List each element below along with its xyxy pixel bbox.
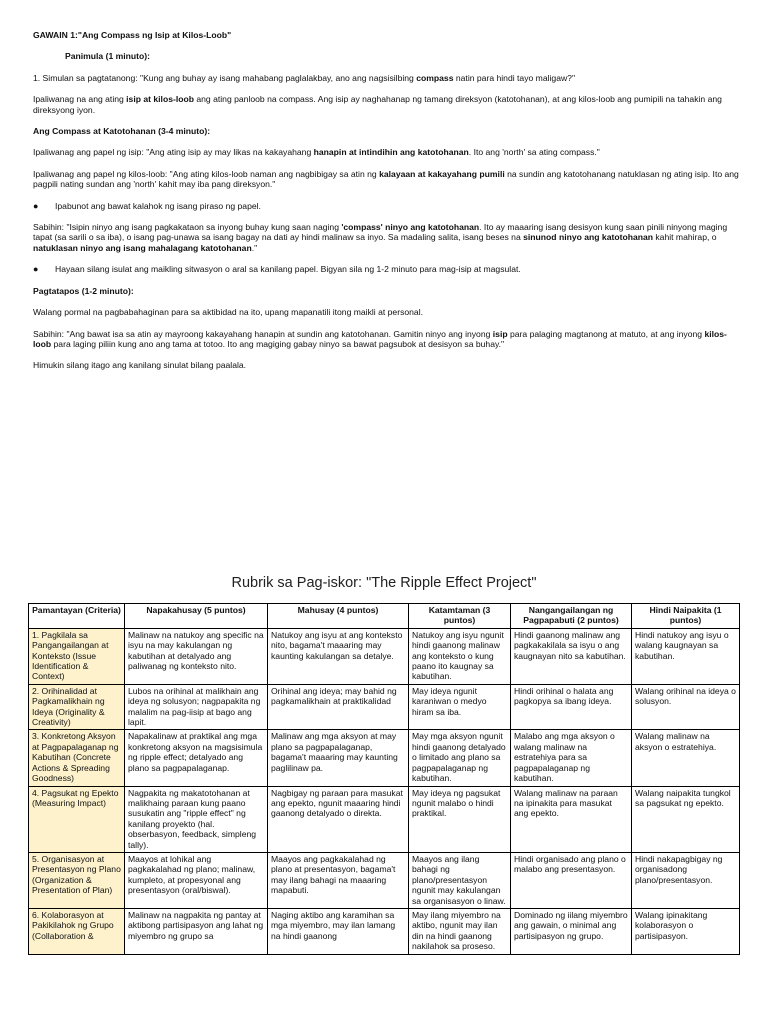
table-cell: Hindi nakapagbigay ng organisadong plano/presentasyon. bbox=[632, 852, 740, 908]
table-cell: May ilang miyembro na aktibo, ngunit may ilan din na hindi gaanong nakilahok sa proseso. bbox=[409, 908, 511, 954]
bold-text: isip bbox=[492, 328, 508, 339]
column-header: Hindi Naipakita (1 puntos) bbox=[632, 604, 740, 629]
table-cell: Maayos ang ilang bahagi ng plano/presentasyon ngunit may kakulangan sa organisasyon o linaw. bbox=[409, 852, 511, 908]
text-run: Ipaliwanag ang papel ng isip: "Ang ating isip ay may likas na kakayahang bbox=[33, 147, 314, 158]
bold-text: kalayaan at kakayahang pumili bbox=[379, 168, 505, 179]
paragraph-sabihin-compass bbox=[33, 222, 739, 253]
text-run: . Ito ay maaaring isang desisyon kung saan pinili ninyong maging tapat (sa sarili o sa iba), o isang pag-unawa sa isang bagay na dati ay hindi malinaw sa inyo. Sa madaling salita, isang beses na bbox=[33, 222, 728, 243]
paragraph-isip-role bbox=[33, 147, 739, 157]
table-row bbox=[29, 730, 740, 786]
bold-text: 'compass' ninyo ang katotohanan bbox=[341, 222, 480, 233]
document-title: GAWAIN 1:"Ang Compass ng Isip at Kilos-Loob" bbox=[33, 30, 232, 40]
bullet-item bbox=[33, 264, 739, 274]
table-cell: Orihinal ang ideya; may bahid ng pagkamalikhain at praktikalidad bbox=[268, 684, 409, 730]
bold-text: isip at kilos-loob bbox=[126, 94, 194, 105]
paragraph-compass-explanation bbox=[33, 94, 739, 115]
table-cell: Malinaw na natukoy ang specific na isyu na may kakulangan ng kabutihan at detalyado ang paliwanag ng konteksto nito. bbox=[125, 628, 268, 684]
table-cell: Maayos at lohikal ang pagkakalahad ng plano; malinaw, kumpleto, at propesyonal ang presentasyon (oral/biswal). bbox=[125, 852, 268, 908]
table-cell: Hindi organisado ang plano o malabo ang presentasyon. bbox=[511, 852, 632, 908]
table-row bbox=[29, 852, 740, 908]
text-run: natin para hindi tayo maligaw?" bbox=[453, 72, 576, 83]
section-heading-panimula: Panimula (1 minuto): bbox=[65, 51, 150, 62]
table-cell: May ideya ng pagsukat ngunit malabo o hindi praktikal. bbox=[409, 786, 511, 852]
text-run: Ipaliwanag na ang ating bbox=[33, 94, 127, 105]
table-cell: Nagpakita ng makatotohanan at malikhaing paraan kung paano susukatin ang "ripple effect" ng kanilang proyekto (hal. obserbasyon, feedback, simpleng tally). bbox=[125, 786, 268, 852]
criteria-cell: 1. Pagkilala sa Pangangailangan at Konteksto (Issue Identification & Context) bbox=[29, 628, 125, 684]
table-cell: Hindi natukoy ang isyu o walang kaugnayan sa kabutihan. bbox=[632, 628, 740, 684]
rubric-title: Rubrik sa Pag-iskor: "The Ripple Effect Project" bbox=[231, 575, 537, 591]
bold-text: natuklasan ninyo ang isang mahalagang katotohanan bbox=[33, 242, 252, 253]
bold-text: sinunod ninyo ang katotohanan bbox=[523, 232, 653, 243]
table-cell: Malinaw ang mga aksyon at may plano sa pagpapalaganap, bagama't maaaring may kaunting paglilinaw pa. bbox=[268, 730, 409, 786]
section-heading-compass: Ang Compass at Katotohanan (3-4 minuto): bbox=[33, 126, 211, 137]
bullet-text: Hayaan silang isulat ang maikling sitwasyon o aral sa kanilang papel. Bigyan sila ng 1-2 minuto para mag-isip at magsulat. bbox=[55, 264, 521, 275]
column-header: Napakahusay (5 puntos) bbox=[125, 604, 268, 629]
bold-text: hanapin at intindihin ang katotohanan bbox=[313, 147, 469, 158]
rubric-table bbox=[28, 603, 740, 955]
table-cell: Natukoy ang isyu at ang konteksto nito, bagama't maaaring may kaunting kakulangan sa detalye. bbox=[268, 628, 409, 684]
table-cell: Hindi gaanong malinaw ang pagkakakilala sa isyu o ang kaugnayan nito sa kabutihan. bbox=[511, 628, 632, 684]
paragraph-reminder: Himukin silang itago ang kanilang sinulat bilang paalala. bbox=[33, 360, 247, 371]
paragraph-no-sharing: Walang pormal na pagbabahaginan para sa aktibidad na ito, upang mapanatili itong maikli at personal. bbox=[33, 307, 423, 318]
text-run: para palaging magtanong at matuto, at ang inyong bbox=[507, 328, 705, 339]
text-run: Sabihin: "Isipin ninyo ang isang pagkakataon sa inyong buhay kung saan naging bbox=[33, 222, 342, 233]
table-cell: Maayos ang pagkakalahad ng plano at presentasyon, bagama't may ilang bahagi na maaaring mapabuti. bbox=[268, 852, 409, 908]
text-run: . Ito ang 'north' sa ating compass." bbox=[468, 147, 600, 158]
bullet-text: Ipabunot ang bawat kalahok ng isang piraso ng papel. bbox=[55, 200, 261, 211]
criteria-cell: 6. Kolaborasyon at Pakikilahok ng Grupo (Collaboration & bbox=[29, 908, 125, 954]
bullet-icon: ● bbox=[33, 200, 39, 211]
text-run: Sabihin: "Ang bawat isa sa atin ay mayroong kakayahang hanapin at sundin ang katotohanan. Gamitin ninyo ang inyong bbox=[33, 328, 493, 339]
text-run: kahit mahirap, o bbox=[653, 232, 717, 243]
column-header: Pamantayan (Criteria) bbox=[29, 604, 125, 629]
text-run: ang ating panloob na compass. Ang isip ay naghahanap ng tamang direksyon (katotohanan), at ang kilos-loob ang pumipili na tahakin ang direksyong iyon. bbox=[33, 94, 722, 115]
table-header-row bbox=[29, 604, 740, 629]
table-row bbox=[29, 786, 740, 852]
criteria-cell: 3. Konkretong Aksyon at Pagpapalaganap ng Kabutihan (Concrete Actions & Spreading Goodness) bbox=[29, 730, 125, 786]
criteria-cell: 5. Organisasyon at Presentasyon ng Plano (Organization & Presentation of Plan) bbox=[29, 852, 125, 908]
table-cell: Walang malinaw na paraan na ipinakita para masukat ang epekto. bbox=[511, 786, 632, 852]
table-cell: Naging aktibo ang karamihan sa mga miyembro, may ilan lamang na hindi gaanong bbox=[268, 908, 409, 954]
table-cell: May ideya ngunit karaniwan o medyo hiram sa iba. bbox=[409, 684, 511, 730]
column-header: Mahusay (4 puntos) bbox=[268, 604, 409, 629]
table-cell: Malabo ang mga aksyon o walang malinaw na estratehiya para sa pagpapalaganap ng kabutihan. bbox=[511, 730, 632, 786]
table-cell: May mga aksyon ngunit hindi gaanong detalyado o limitado ang plano sa pagpapalaganap ng kabutihan. bbox=[409, 730, 511, 786]
table-cell: Walang orihinal na ideya o solusyon. bbox=[632, 684, 740, 730]
criteria-cell: 4. Pagsukat ng Epekto (Measuring Impact) bbox=[29, 786, 125, 852]
table-cell: Walang naipakita tungkol sa pagsukat ng epekto. bbox=[632, 786, 740, 852]
table-cell: Lubos na orihinal at malikhain ang ideya ng solusyon; nagpapakita ng malalim na pag-iisip at bago ang lapit. bbox=[125, 684, 268, 730]
table-row bbox=[29, 908, 740, 954]
text-run: 1. Simulan sa pagtatanong: "Kung ang buhay ay isang mahabang paglalakbay, ano ang nagsisilbing bbox=[33, 72, 417, 83]
paragraph-kilos-loob-role bbox=[33, 169, 739, 190]
table-cell: Natukoy ang isyu ngunit hindi gaanong malinaw ang konteksto o kung paano ito kaugnay sa kabutihan. bbox=[409, 628, 511, 684]
table-cell: Walang malinaw na aksyon o estratehiya. bbox=[632, 730, 740, 786]
paragraph-question bbox=[33, 73, 739, 83]
bullet-icon: ● bbox=[33, 264, 39, 275]
table-row bbox=[29, 684, 740, 730]
table-row bbox=[29, 628, 740, 684]
text-run: para laging piliin kung ano ang tama at totoo. Ito ang magiging gabay ninyo sa bawat pagsubok at desisyon sa buhay." bbox=[51, 338, 505, 349]
bullet-item bbox=[33, 201, 739, 211]
text-run: ." bbox=[251, 242, 258, 253]
table-cell: Napakalinaw at praktikal ang mga konkretong aksyon na magsisimula ng ripple effect; detalyado ang plano sa pagpapalaganap. bbox=[125, 730, 268, 786]
bold-text: compass bbox=[416, 72, 454, 83]
column-header: Nangangailangan ng Pagpapabuti (2 puntos) bbox=[511, 604, 632, 629]
table-cell: Walang ipinakitang kolaborasyon o partisipasyon. bbox=[632, 908, 740, 954]
table-cell: Dominado ng iilang miyembro ang gawain, o minimal ang partisipasyon ng grupo. bbox=[511, 908, 632, 954]
paragraph-closing-statement bbox=[33, 329, 739, 350]
column-header: Katamtaman (3 puntos) bbox=[409, 604, 511, 629]
text-run: Ipaliwanag ang papel ng kilos-loob: "Ang ating kilos-loob naman ang nagbibigay sa atin ng bbox=[33, 168, 380, 179]
table-cell: Malinaw na nagpakita ng pantay at aktibong partisipasyon ang lahat ng miyembro ng grupo sa bbox=[125, 908, 268, 954]
bold-text: kilos-loob bbox=[33, 328, 727, 349]
text-run: na sundin ang katotohanang natuklasan ng ating isip. Ito ang pagpili nating sundan ang 'north' kahit may iba pang direksyon." bbox=[33, 168, 739, 190]
table-cell: Nagbigay ng paraan para masukat ang epekto, ngunit maaaring hindi gaanong detalyado o direkta. bbox=[268, 786, 409, 852]
table-cell: Hindi orihinal o halata ang pagkopya sa ibang ideya. bbox=[511, 684, 632, 730]
section-heading-pagtatapos: Pagtatapos (1-2 minuto): bbox=[33, 285, 134, 296]
activity-document bbox=[33, 30, 739, 382]
criteria-cell: 2. Orihinalidad at Pagkamalikhain ng Ideya (Originality & Creativity) bbox=[29, 684, 125, 730]
